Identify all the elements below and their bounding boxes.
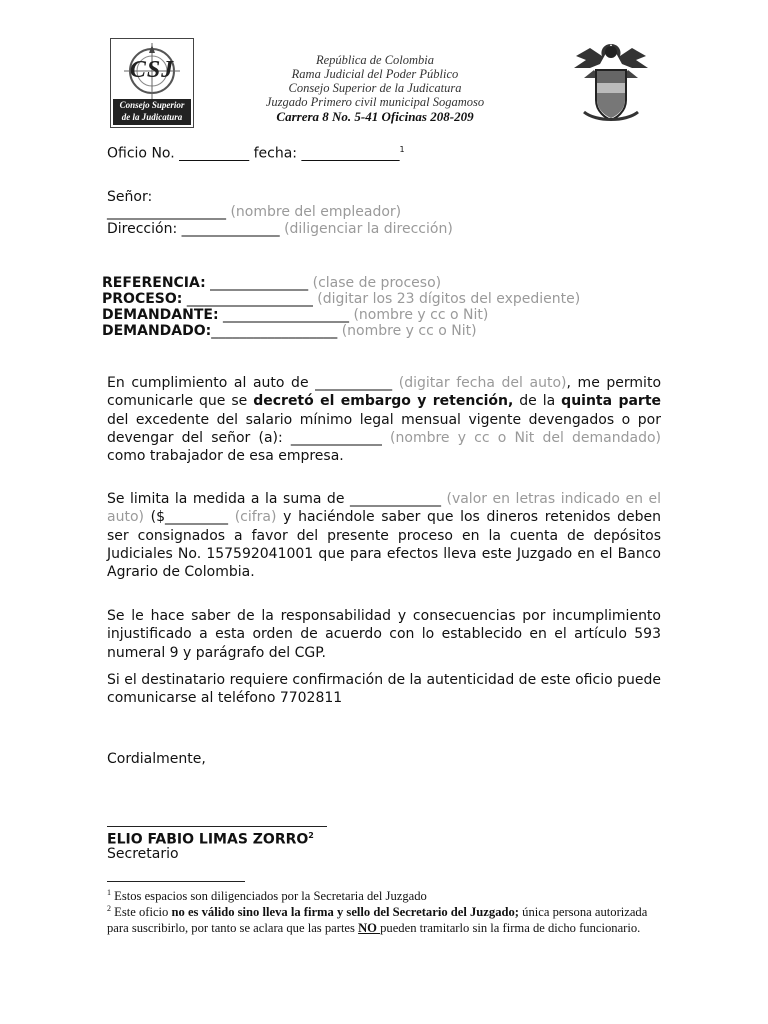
employer-blank: _________________ — [107, 204, 226, 220]
header-line-rama: Rama Judicial del Poder Público — [291, 67, 459, 81]
csj-logo-caption-band — [113, 99, 191, 125]
header-line-consejo: Consejo Superior de la Judicatura — [288, 81, 462, 95]
signatory-name: ELIO FABIO LIMAS ZORRO — [107, 831, 309, 848]
oficio-line — [107, 141, 405, 163]
closing: Cordialmente, — [107, 751, 206, 767]
footnote-2: $^2$ Este oficio no es válido sino lleva la firma y sello del Secretario del Juzgado; única persona autorizada para suscribirlo, por tanto se aclara que las partes NO pueden tramitarlo sin la firma de dicho funcionario. — [107, 904, 648, 935]
text: como trabajador de esa empresa. — [107, 448, 344, 465]
reference-hint: (nombre y cc o Nit) — [353, 307, 489, 323]
footnote-1: $^1$ Estos espacios son diligenciados por la Secretaria del Juzgado — [107, 888, 427, 904]
footnote-1-text: Estos espacios son diligenciados por la Secretaria del Juzgado — [114, 889, 427, 904]
text: Este oficio — [111, 905, 172, 920]
signatory-title: Secretario — [107, 846, 179, 862]
reference-row-demandado — [102, 323, 477, 340]
footnote-ref-2: 2 — [308, 831, 314, 840]
direccion-label: Dirección: ______________ — [107, 221, 280, 237]
direccion-hint: (diligenciar la dirección) — [284, 221, 453, 237]
header-address: Carrera 8 No. 5-41 Oficinas 208-209 — [276, 109, 474, 124]
header-line-republica: República de Colombia — [315, 53, 435, 67]
reference-row-referencia — [102, 275, 441, 292]
hint: (cifra) — [234, 509, 277, 526]
paragraph-limite — [107, 490, 661, 581]
paragraph-responsabilidad: Se le hace saber de la responsabilidad y consecuencias por incumplimiento injustificado a esta orden de acuerdo con lo establecido en el artículo 593 numeral 9 y parágrafo del CGP. — [107, 608, 661, 661]
text: pueden tramitarlo sin la firma de dicho funcionario. — [380, 920, 641, 935]
footnote-separator — [107, 881, 245, 882]
text: del excedente del salario mínimo legal mensual vigente devengados o por devengar del señor (a): _____________ — [107, 411, 661, 446]
reference-label: PROCESO: — [102, 291, 183, 307]
hint: (nombre y cc o Nit del demandado) — [390, 429, 661, 446]
bold-text: decretó el embargo y retención, — [253, 393, 514, 410]
csj-logo-caption-line1: Consejo Superior — [119, 100, 185, 110]
text: y haciéndole saber que los dineros retenidos deben ser consignados a favor del presente proceso en la cuenta de depósitos Judiciales No. 157592041001 que para efectos lleva este Juzgado en el Banco Agrario de Colombia. — [107, 509, 661, 581]
reference-label: DEMANDADO: — [102, 323, 212, 339]
reference-row-proceso — [102, 291, 580, 308]
paragraph-embargo — [107, 374, 661, 465]
bold-text: quinta parte — [561, 393, 662, 410]
text: de la — [513, 393, 562, 410]
bold-text: no es válido sino lleva la firma y sello del Secretario del Juzgado; — [171, 905, 519, 920]
header-line-juzgado: Juzgado Primero civil municipal Sogamoso — [265, 95, 485, 109]
csj-logo — [110, 38, 194, 128]
oficio-label: Oficio No. __________ fecha: ______________ — [107, 145, 400, 162]
reference-blank: __________________ — [182, 291, 318, 307]
reference-blank: ______________ — [205, 275, 313, 291]
reference-label: DEMANDANTE: — [102, 307, 219, 323]
employer-name-line — [107, 203, 401, 221]
hint: (digitar fecha del auto) — [398, 375, 567, 391]
text: En cumplimiento al auto de ___________ — [107, 375, 399, 391]
coat-of-arms — [570, 38, 652, 130]
reference-hint: (clase de proceso) — [312, 275, 442, 291]
paragraph-confirmacion: Si el destinatario requiere confirmación de la autenticidad de este oficio puede comunicarse al teléfono 7702811 — [107, 672, 661, 707]
footnote-ref-1: 1 — [399, 145, 405, 154]
coat-of-arms-icon — [570, 38, 652, 130]
text: Se limita la medida a la suma de _____________ — [107, 491, 447, 507]
reference-blank: __________________ — [211, 323, 342, 339]
hint: (valor en letras indicado en el auto) — [107, 491, 661, 526]
reference-hint: (digitar los 23 dígitos del expediente) — [317, 291, 581, 307]
direccion-line — [107, 220, 453, 238]
senor-label: Señor: — [107, 189, 153, 205]
text: , me permito comunicarle que se — [107, 375, 662, 410]
reference-hint: (nombre y cc o Nit) — [341, 323, 477, 339]
bold-text: NO — [358, 920, 381, 935]
employer-name-hint: (nombre del empleador) — [230, 204, 402, 220]
csj-logo-text: CSJ — [129, 57, 175, 83]
reference-row-demandante — [102, 307, 488, 324]
csj-logo-caption-line2: de la Judicatura — [121, 112, 183, 122]
text: única persona autorizada para suscribirlo, por tanto se aclara que las partes — [107, 905, 648, 935]
reference-blank: __________________ — [218, 307, 354, 323]
reference-label: REFERENCIA: — [102, 275, 206, 291]
text: ($_________ — [143, 509, 235, 526]
